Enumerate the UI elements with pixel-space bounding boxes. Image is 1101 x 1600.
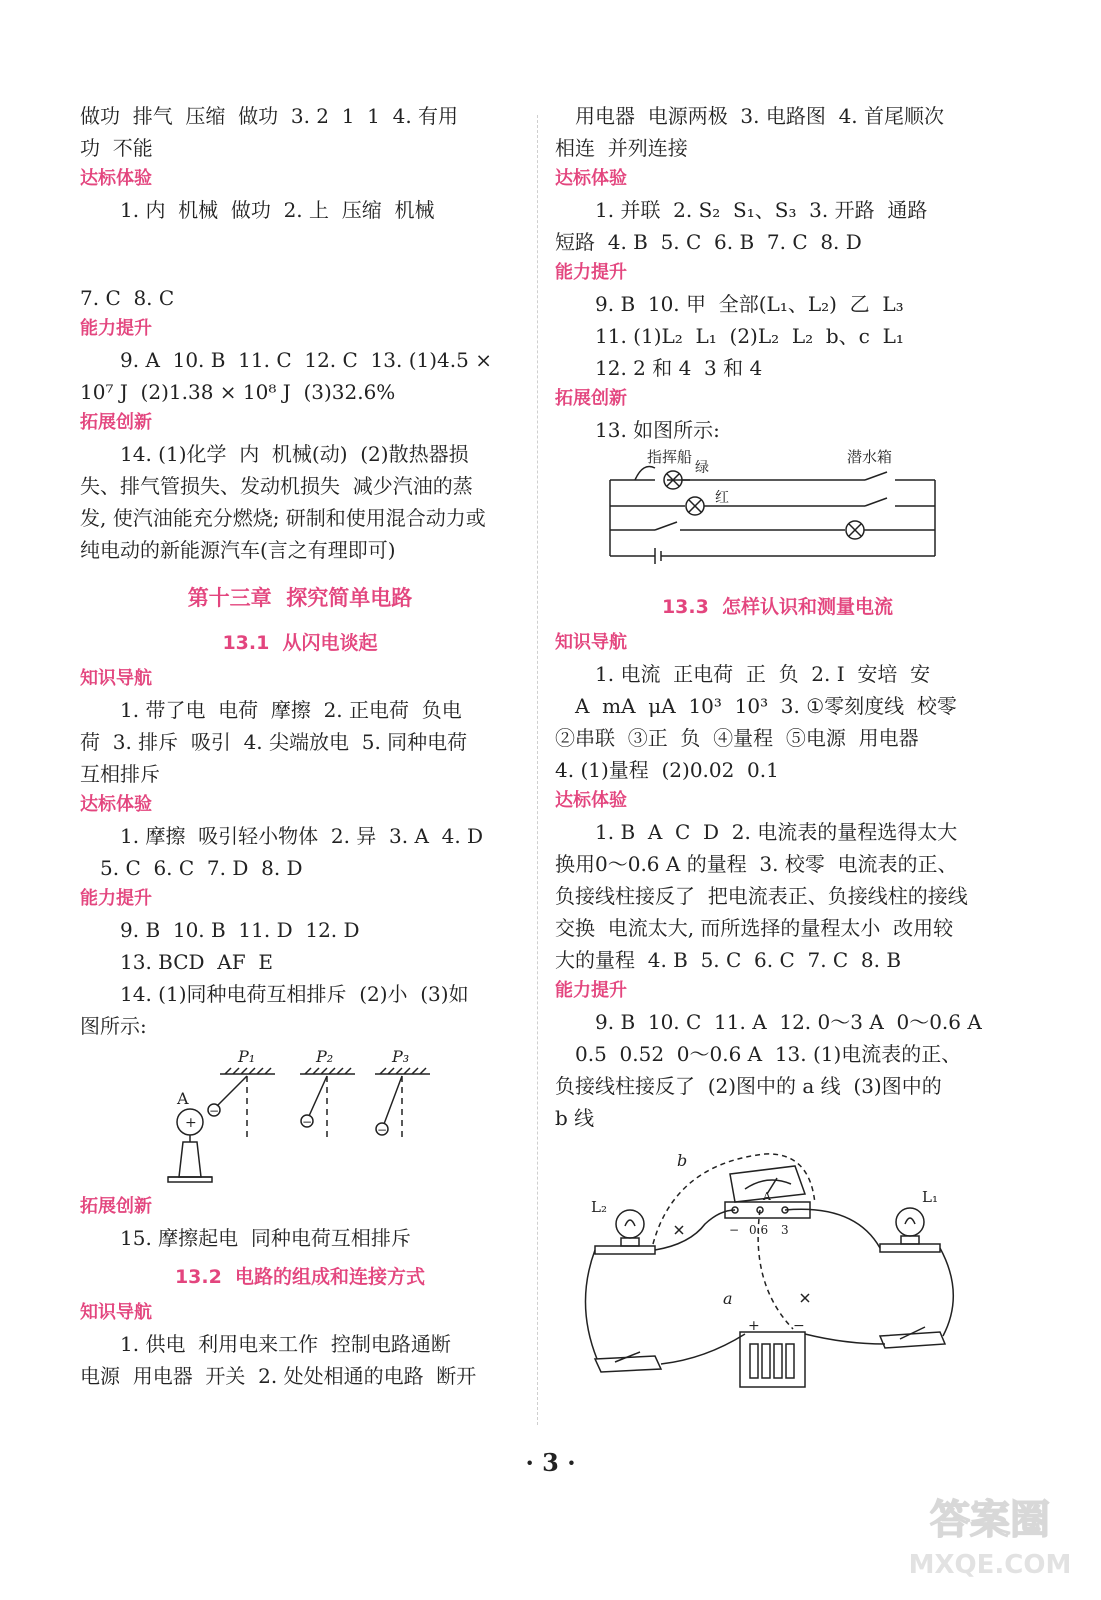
text-line: 13. BCD AF E [120,950,273,974]
text-line: 15. 摩擦起电 同种电荷互相排斥 [120,1226,411,1250]
text-line: 负接线柱接反了 (2)图中的 a 线 (3)图中的 [555,1074,942,1098]
section-title: 13.3 怎样认识和测量电流 [661,596,894,618]
chapter-title: 第十三章 探究简单电路 [187,586,413,610]
section-heading: 拓展创新 [80,1196,152,1217]
section-heading: 能力提升 [555,262,627,283]
signal-circuit-figure [555,446,1000,576]
text-line: 发, 使汽油能充分燃烧; 研制和使用混合动力或 [80,506,486,530]
watermark-logo-text: 答案圈 [930,1497,1050,1543]
wire-label-a: a [723,1289,733,1308]
ammeter-terminal-3: 3 [781,1223,789,1237]
section-heading: 能力提升 [80,318,152,339]
section-heading: 拓展创新 [555,388,627,409]
text-line: 大的量程 4. B 5. C 6. C 7. C 8. B [555,948,902,972]
text-line: 做功 排气 压缩 做功 3. 2 1 1 4. 有用 [80,104,459,128]
label-p3: P₃ [392,1047,410,1066]
section-heading: 知识导航 [555,632,627,653]
text-line: 1. 电流 正电荷 正 负 2. I 安培 安 [595,662,931,686]
text-line: 负接线柱接反了 把电流表正、负接线柱的接线 [555,884,968,908]
text-line: 1. 并联 2. S₂ S₁、S₃ 3. 开路 通路 [595,198,928,222]
text-line: 4. (1)量程 (2)0.02 0.1 [555,758,779,782]
label-red-lamp: 红 [715,490,729,506]
text-line: 短路 4. B 5. C 6. B 7. C 8. D [555,230,862,254]
text-line: 9. A 10. B 11. C 12. C 13. (1)4.5 × [120,348,492,372]
text-line: 荷 3. 排斥 吸引 4. 尖端放电 5. 同种电荷 [80,730,468,754]
text-line: 图所示: [80,1014,147,1038]
text-line: 相连 并列连接 [555,136,688,160]
section-title: 13.2 电路的组成和连接方式 [174,1266,426,1288]
ammeter-circuit-figure [555,1144,1000,1404]
section-heading: 达标体验 [80,794,152,815]
label-green-lamp: 绿 [695,460,709,476]
electroscope-figure [80,1042,520,1192]
label-diving-box: 潜水箱 [847,448,893,466]
column-divider [537,115,538,1425]
text-line: 功 不能 [80,136,153,160]
ammeter-symbol: A [763,1190,771,1203]
text-line: 9. B 10. C 11. A 12. 0～3 A 0～0.6 A [595,1010,982,1034]
text-line: 1. 带了电 电荷 摩擦 2. 正电荷 负电 [120,698,462,722]
section-heading: 达标体验 [80,168,152,189]
text-line: 0.5 0.52 0～0.6 A 13. (1)电流表的正、 [575,1042,962,1066]
label-command-ship: 指挥船 [647,448,693,466]
text-line: 1. 供电 利用电来工作 控制电路通断 [120,1332,451,1356]
ammeter-minus-terminal: − [729,1223,740,1237]
section-title: 13.1 从闪电谈起 [222,632,378,654]
text-line: 用电器 电源两极 3. 电路图 4. 首尾顺次 [575,104,945,128]
section-heading: 能力提升 [555,980,627,1001]
text-line: 9. B 10. 甲 全部(L₁、L₂) 乙 L₃ [595,292,904,316]
text-line: 11. (1)L₂ L₁ (2)L₂ L₂ b、c L₁ [595,324,904,348]
page-number: · 3 · [525,1448,576,1477]
battery-minus-terminal: − [793,1318,805,1334]
section-heading: 知识导航 [80,668,152,689]
text-line: 14. (1)化学 内 机械(动) (2)散热器损 [120,442,469,466]
sphere-plus-sign: + [185,1115,197,1131]
section-heading: 知识导航 [80,1302,152,1323]
formula-line [80,226,520,282]
watermark-url-text: MXQE.COM [908,1550,1072,1580]
site-watermark-logo [900,1485,1080,1585]
section-heading: 能力提升 [80,888,152,909]
text-line: 14. (1)同种电荷互相排斥 (2)小 (3)如 [120,982,469,1006]
text-line: 5. C 6. C 7. D 8. D [100,856,303,880]
section-heading: 达标体验 [555,790,627,811]
ammeter-terminal-0-6: 0.6 [749,1223,769,1237]
label-a: A [177,1089,189,1108]
text-line: 10⁷ J (2)1.38 × 10⁸ J (3)32.6% [80,380,396,404]
left-column [80,100,520,1392]
label-p1: P₁ [238,1047,256,1066]
text-line: A mA μA 10³ 10³ 3. ①零刻度线 校零 [575,694,957,718]
lamp-label-l2: L₂ [591,1198,607,1216]
text-line: 换用0～0.6 A 的量程 3. 校零 电流表的正、 [555,852,958,876]
text-line: 纯电动的新能源汽车(言之有理即可) [80,538,396,562]
text-line: 13. 如图所示: [595,418,720,442]
text-line: 9. B 10. B 11. D 12. D [120,918,360,942]
text-line: 7. C 8. C [80,286,175,310]
text-line: 交换 电流太大, 而所选择的量程太小 改用较 [555,916,954,940]
section-heading: 达标体验 [555,168,627,189]
ball-minus-sign: − [377,1123,388,1137]
right-column [555,100,1000,1404]
label-p2: P₂ [316,1047,334,1066]
text-line: 电源 用电器 开关 2. 处处相通的电路 断开 [80,1364,477,1388]
text-line: 1. B A C D 2. 电流表的量程选得太大 [595,820,958,844]
text-line: 互相排斥 [80,762,160,786]
text-line: 1. 摩擦 吸引轻小物体 2. 异 3. A 4. D [120,824,484,848]
ball-minus-sign: − [302,1115,313,1129]
section-heading: 拓展创新 [80,412,152,433]
text-line: 失、排气管损失、发动机损失 减少汽油的蒸 [80,474,473,498]
battery-plus-terminal: + [748,1318,760,1334]
ball-minus-sign: − [209,1104,220,1118]
lamp-label-l1: L₁ [922,1188,938,1206]
text-line: b 线 [555,1106,595,1130]
text-line: ②串联 ③正 负 ④量程 ⑤电源 用电器 [555,726,919,750]
text-line: 12. 2 和 4 3 和 4 [595,356,763,380]
wire-label-b: b [677,1151,688,1170]
text-line: 1. 内 机械 做功 2. 上 压缩 机械 [120,198,435,222]
